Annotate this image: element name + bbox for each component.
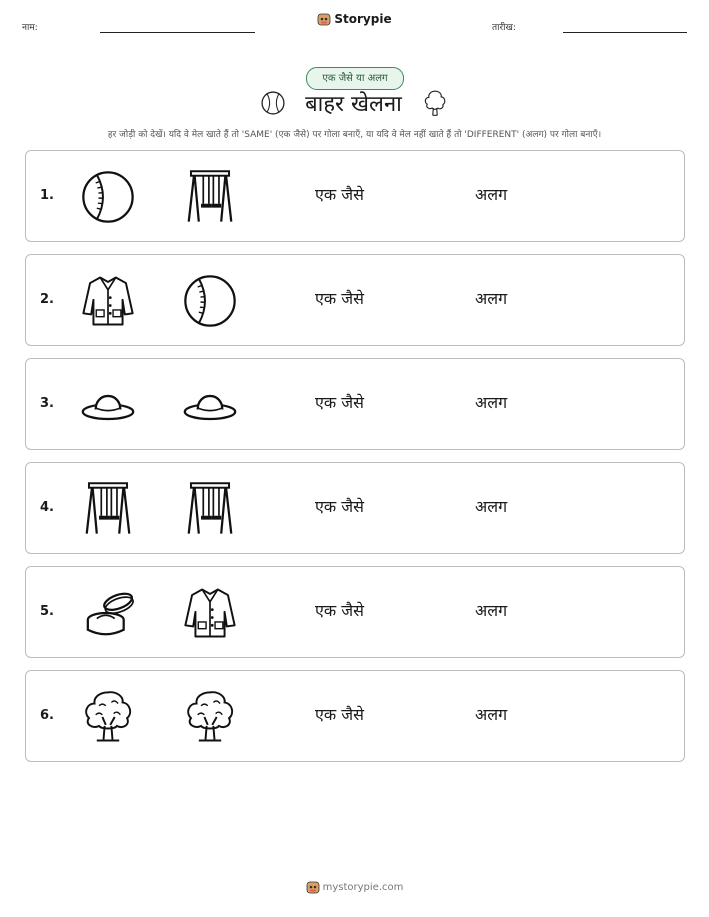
storypie-mascot-icon: [306, 880, 320, 894]
option-same[interactable]: एक जैसे: [315, 705, 364, 724]
question-number: 4.: [40, 500, 54, 515]
question-number: 5.: [40, 604, 54, 619]
question-row: [25, 670, 685, 762]
question-row: [25, 254, 685, 346]
date-field[interactable]: [563, 32, 687, 33]
jacket-icon: [182, 585, 238, 641]
swing-icon: [80, 481, 136, 537]
hat-icon: [80, 377, 136, 433]
question-number: 3.: [40, 396, 54, 411]
baseball-icon: [80, 169, 136, 225]
option-same[interactable]: एक जैसे: [315, 601, 364, 620]
option-same[interactable]: एक जैसे: [315, 393, 364, 412]
swing-icon: [182, 481, 238, 537]
option-different[interactable]: अलग: [475, 601, 508, 620]
tree-icon: [182, 689, 238, 745]
question-row: [25, 462, 685, 554]
swing-icon: [182, 169, 238, 225]
option-same[interactable]: एक जैसे: [315, 497, 364, 516]
brand-name: Storypie: [334, 12, 392, 26]
title-row: [0, 88, 709, 118]
page-title: बाहर खेलना: [305, 92, 402, 117]
question-number: 1.: [40, 188, 54, 203]
footer: [0, 880, 709, 894]
sunscreen-icon: [80, 585, 136, 641]
question-row: [25, 150, 685, 242]
option-different[interactable]: अलग: [475, 393, 508, 412]
option-different[interactable]: अलग: [475, 289, 508, 308]
worksheet-type-badge: एक जैसे या अलग: [306, 67, 404, 90]
storypie-mascot-icon: [317, 12, 331, 26]
question-number: 2.: [40, 292, 54, 307]
baseball-icon: [182, 273, 238, 329]
option-different[interactable]: अलग: [475, 497, 508, 516]
question-row: [25, 566, 685, 658]
brand-logo: [0, 12, 709, 26]
question-row: [25, 358, 685, 450]
option-different[interactable]: अलग: [475, 185, 508, 204]
name-label: नाम:: [22, 23, 38, 33]
question-number: 6.: [40, 708, 54, 723]
date-label: तारीख:: [492, 23, 516, 33]
footer-url[interactable]: mystorypie.com: [322, 882, 404, 893]
hat-icon: [182, 377, 238, 433]
option-same[interactable]: एक जैसे: [315, 185, 364, 204]
baseball-icon: [260, 90, 286, 116]
option-same[interactable]: एक जैसे: [315, 289, 364, 308]
tree-icon: [80, 689, 136, 745]
name-field[interactable]: [100, 32, 255, 33]
jacket-icon: [80, 273, 136, 329]
tree-icon: [421, 88, 449, 118]
option-different[interactable]: अलग: [475, 705, 508, 724]
instructions: हर जोड़ी को देखें। यदि वे मेल खाते हैं तो 'SAME' (एक जैसे) पर गोला बनाएँ, या यदि वे मेल नहीं खाते हैं तो 'DIFFERENT' (अलग) पर गोला बनाएँ।: [107, 130, 602, 140]
